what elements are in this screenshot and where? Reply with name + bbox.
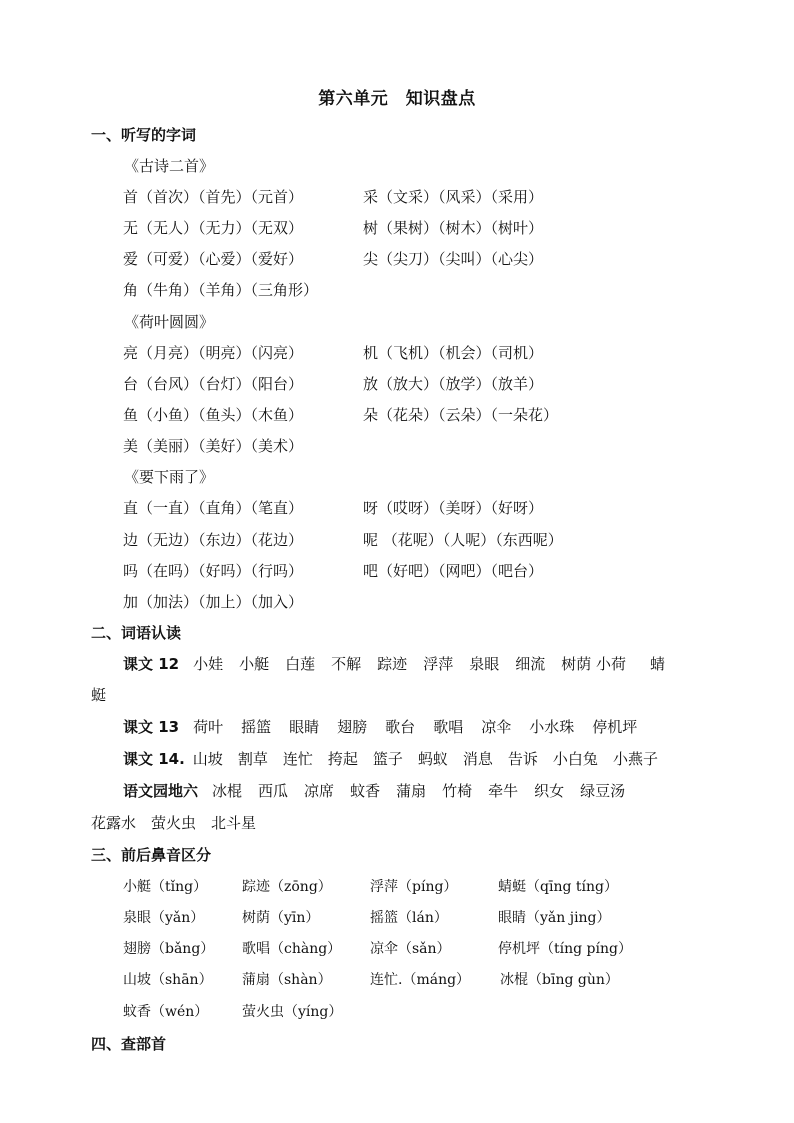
word-entry: 角（牛角）（羊角）（三角形） — [123, 281, 319, 299]
lesson-row — [123, 748, 743, 770]
lesson-row — [123, 780, 743, 802]
vocab-word: 白莲 — [285, 655, 316, 673]
vocab-word: 凉伞 — [481, 718, 512, 736]
lesson-row — [123, 653, 723, 675]
pinyin-entry: 蜻蜓（qīng tíng） — [498, 879, 618, 895]
lesson-label: 课文 14. — [123, 750, 185, 768]
vocab-word: 告诉 — [507, 750, 538, 768]
vocab-word: 蚊香 — [350, 782, 381, 800]
word-entry: 爱（可爱）（心爱）（爱好） — [123, 250, 304, 268]
section-heading-dictation: 一、听写的字词 — [91, 126, 197, 144]
section-heading-nasal: 三、前后鼻音区分 — [91, 846, 212, 864]
word-entry: 放（放大）（放学）（放羊） — [363, 375, 544, 393]
vocab-word: 竹椅 — [442, 782, 473, 800]
word-entry: 亮（月亮）（明亮）（闪亮） — [123, 344, 304, 362]
vocab-word: 摇篮 — [241, 718, 272, 736]
pinyin-entry: 摇篮（lán） — [370, 910, 448, 926]
word-row — [123, 404, 723, 426]
vocab-word: 歌台 — [385, 718, 416, 736]
pinyin-entry: 树荫（yīn） — [242, 910, 320, 926]
vocab-word: 山坡 — [192, 750, 223, 768]
pinyin-entry: 蚊香（wén） — [123, 1004, 209, 1020]
word-row — [123, 560, 723, 582]
book-title: 《古诗二首》 — [124, 157, 215, 175]
vocab-word: 小艇 — [239, 655, 270, 673]
section-heading-reading: 二、词语认读 — [91, 624, 182, 642]
vocab-word: 连忙 — [282, 750, 313, 768]
word-entry: 直（一直）（直角）（笔直） — [123, 499, 304, 517]
vocab-word: 不解 — [331, 655, 362, 673]
book-title: 《荷叶圆圆》 — [124, 313, 215, 331]
pinyin-entry: 连忙.（máng） — [370, 972, 471, 988]
pinyin-entry: 小艇（tǐng） — [123, 879, 208, 895]
word-entry: 机（飞机）（机会）（司机） — [363, 344, 544, 362]
vocab-word: 细流 — [515, 655, 546, 673]
pinyin-entry: 蒲扇（shàn） — [242, 972, 332, 988]
vocab-word: 踪迹 — [377, 655, 408, 673]
word-entry: 尖（尖刀）（尖叫）（心尖） — [363, 250, 544, 268]
word-row — [123, 248, 723, 270]
vocab-word: 牵牛 — [488, 782, 519, 800]
pinyin-row — [123, 907, 723, 929]
vocab-word: 浮萍 — [423, 655, 454, 673]
pinyin-entry: 翅膀（bǎng） — [123, 941, 215, 957]
word-row — [123, 373, 723, 395]
vocab-word: 小水珠 — [529, 718, 575, 736]
vocab-word: 割草 — [237, 750, 268, 768]
pinyin-entry: 凉伞（sǎn） — [370, 941, 451, 957]
vocab-word: 翅膀 — [337, 718, 368, 736]
word-entry: 美（美丽）（美好）（美术） — [123, 437, 304, 455]
pinyin-row — [123, 876, 723, 898]
word-row — [123, 342, 723, 364]
pinyin-entry: 泉眼（yǎn） — [123, 910, 205, 926]
vocab-word: 篮子 — [372, 750, 403, 768]
word-entry: 吧（好吧）（网吧）（吧台） — [363, 562, 544, 580]
word-row — [123, 279, 723, 301]
lesson-label: 课文 12 — [123, 655, 180, 673]
vocab-word: 西瓜 — [258, 782, 289, 800]
word-entry: 朵（花朵）（云朵）（一朵花） — [363, 406, 559, 424]
vocab-word: 停机坪 — [592, 718, 638, 736]
word-row — [123, 529, 723, 551]
word-row — [123, 435, 723, 457]
pinyin-entry: 萤火虫（yíng） — [242, 1004, 343, 1020]
word-row — [123, 186, 723, 208]
vocab-word: 挎起 — [327, 750, 358, 768]
pinyin-entry: 眼睛（yǎn jing） — [498, 910, 611, 926]
vocab-word: 凉席 — [304, 782, 335, 800]
vocab-word: 眼睛 — [289, 718, 320, 736]
wrapped-words: 花露水 萤火虫 北斗星 — [91, 814, 257, 832]
word-entry: 无（无人）（无力）（无双） — [123, 219, 304, 237]
word-entry: 首（首次）（首先）（元首） — [123, 188, 304, 206]
vocab-word: 小白兔 — [552, 750, 598, 768]
vocab-word: 小燕子 — [612, 750, 658, 768]
lesson-row — [123, 716, 723, 738]
word-entry: 采（文采）（风采）（采用） — [363, 188, 544, 206]
pinyin-entry: 山坡（shān） — [123, 972, 213, 988]
book-title: 《要下雨了》 — [124, 468, 215, 486]
pinyin-entry: 歌唱（chàng） — [242, 941, 342, 957]
word-entry: 呢 （花呢）（人呢）（东西呢） — [363, 531, 563, 549]
word-row — [123, 217, 723, 239]
vocab-word: 荷叶 — [193, 718, 224, 736]
vocab-word: 绿豆汤 — [580, 782, 626, 800]
vocab-word: 歌唱 — [433, 718, 464, 736]
vocab-word: 树荫 小荷 — [561, 655, 627, 673]
pinyin-row — [123, 1001, 723, 1023]
vocab-word: 小娃 — [193, 655, 224, 673]
pinyin-entry: 冰棍（bīng gùn） — [500, 972, 619, 988]
page-title: 第六单元 知识盘点 — [318, 89, 476, 109]
vocab-word: 泉眼 — [469, 655, 500, 673]
vocab-word: 消息 — [462, 750, 493, 768]
vocab-word: 织女 — [534, 782, 565, 800]
word-entry: 台（台风）（台灯）（阳台） — [123, 375, 304, 393]
lesson-label: 课文 13 — [123, 718, 180, 736]
vocab-word: 蒲扇 — [396, 782, 427, 800]
pinyin-row — [123, 969, 723, 991]
word-entry: 吗（在吗）（好吗）（行吗） — [123, 562, 304, 580]
pinyin-entry: 停机坪（tíng píng） — [498, 941, 632, 957]
word-entry: 加（加法）（加上）（加入） — [123, 593, 304, 611]
word-entry: 边（无边）（东边）（花边） — [123, 531, 304, 549]
wrapped-word: 蜓 — [91, 686, 107, 704]
pinyin-entry: 踪迹（zōng） — [242, 879, 332, 895]
pinyin-entry: 浮萍（píng） — [370, 879, 458, 895]
word-entry: 呀（哎呀）（美呀）（好呀） — [363, 499, 544, 517]
word-row — [123, 591, 723, 613]
lesson-label: 语文园地六 — [123, 782, 199, 800]
vocab-word: 冰棍 — [212, 782, 243, 800]
pinyin-row — [123, 938, 723, 960]
word-row — [123, 497, 723, 519]
word-entry: 树（果树）（树木）（树叶） — [363, 219, 544, 237]
word-entry: 鱼（小鱼）（鱼头）（木鱼） — [123, 406, 304, 424]
vocab-word: 蜻 — [650, 655, 666, 673]
section-heading-radicals: 四、查部首 — [91, 1035, 167, 1053]
vocab-word: 蚂蚁 — [417, 750, 448, 768]
